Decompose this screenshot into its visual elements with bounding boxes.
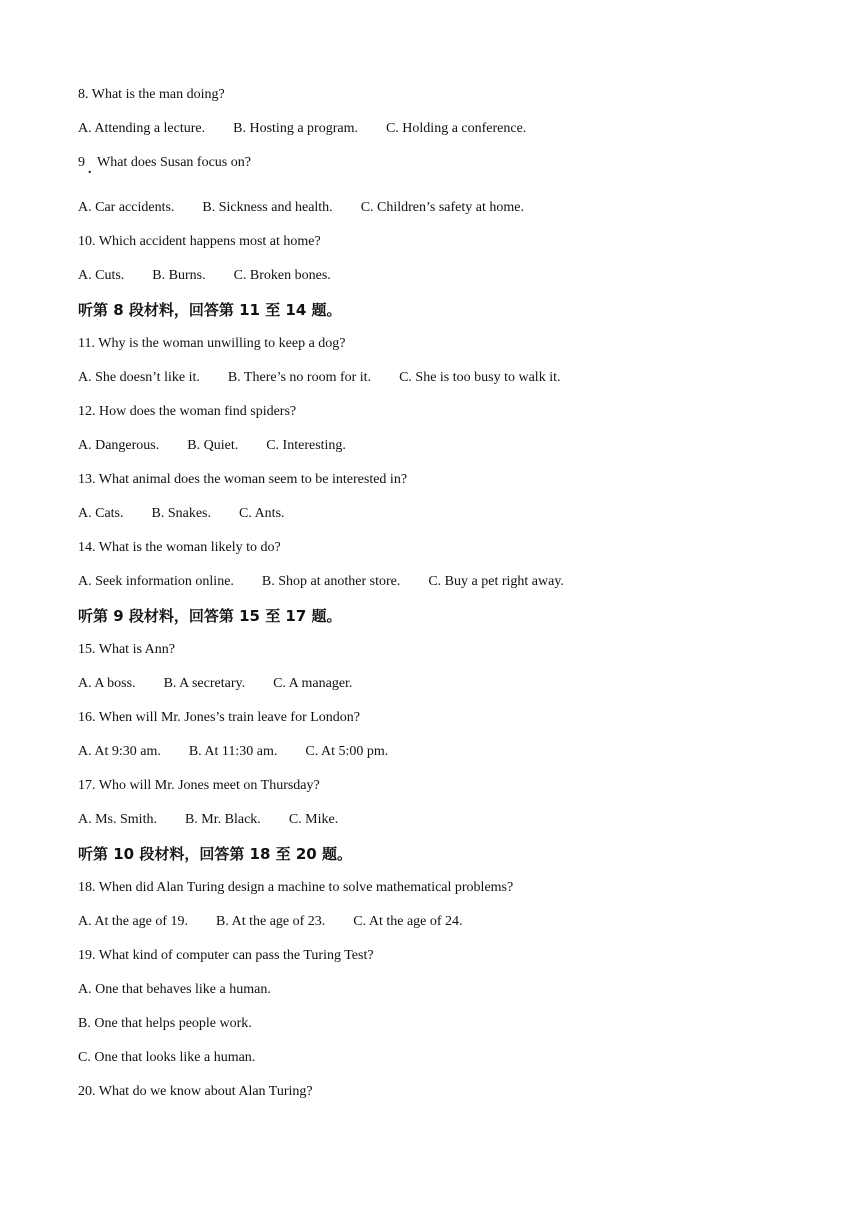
- question-10-options: [78, 266, 798, 286]
- option-a: A. Attending a lecture.: [78, 121, 206, 136]
- option-c: C. A manager.: [273, 676, 353, 691]
- section-heading-8: 听第 8 段材料，回答第 11 至 14 题。: [78, 301, 342, 319]
- question-15-options: [78, 674, 798, 694]
- question-15: 15. What is Ann?: [78, 642, 175, 657]
- question-9-options: [78, 198, 798, 218]
- section-heading-10: 听第 10 段材料，回答第 18 至 20 题。: [78, 845, 352, 863]
- option-c: C. She is too busy to walk it.: [399, 370, 561, 385]
- option-b: B. Shop at another store.: [261, 574, 401, 589]
- option-c: C. Children’s safety at home.: [360, 200, 524, 215]
- option-b: B. Sickness and health.: [202, 200, 333, 215]
- option-b: B. At the age of 23.: [216, 914, 326, 929]
- option-b: B. Hosting a program.: [233, 121, 358, 136]
- question-13: 13. What animal does the woman seem to be interested in?: [78, 472, 408, 487]
- option-a: A. Dangerous.: [78, 438, 160, 453]
- option-c: C. Buy a pet right away.: [428, 574, 564, 589]
- option-a: A. Cats.: [78, 506, 124, 521]
- option-c: C. Mike.: [288, 812, 339, 827]
- option-c: C. Broken bones.: [233, 268, 331, 283]
- question-12: 12. How does the woman find spiders?: [78, 404, 297, 419]
- option-a: A. Car accidents.: [78, 200, 175, 215]
- question-13-options: [78, 504, 798, 524]
- option-b: B. A secretary.: [163, 676, 246, 691]
- question-17-options: [78, 810, 798, 830]
- question-16-options: [78, 742, 798, 762]
- question-18: 18. When did Alan Turing design a machine to solve mathematical problems?: [78, 880, 514, 895]
- option-c: C. At the age of 24.: [353, 914, 463, 929]
- option-a: A. At the age of 19.: [78, 914, 189, 929]
- question-14-options: [78, 572, 798, 592]
- option-a: A. At 9:30 am.: [78, 744, 161, 759]
- option-b: B. Quiet.: [187, 438, 239, 453]
- question-8-options: [78, 119, 798, 139]
- question-20: 20. What do we know about Alan Turing?: [78, 1084, 313, 1099]
- question-19-option-b: B. One that helps people work.: [78, 1016, 252, 1031]
- option-c: C. Interesting.: [266, 438, 346, 453]
- question-10: 10. Which accident happens most at home?: [78, 234, 321, 249]
- question-19-option-c: C. One that looks like a human.: [78, 1050, 256, 1065]
- question-19-option-a: A. One that behaves like a human.: [78, 982, 271, 997]
- question-11: 11. Why is the woman unwilling to keep a dog?: [78, 336, 346, 351]
- option-c: C. Ants.: [239, 506, 285, 521]
- question-16: 16. When will Mr. Jones’s train leave for London?: [78, 710, 361, 725]
- question-9-dot: .: [88, 162, 92, 177]
- section-heading-9: 听第 9 段材料，回答第 15 至 17 题。: [78, 607, 342, 625]
- option-b: B. Snakes.: [151, 506, 211, 521]
- question-18-options: [78, 912, 798, 932]
- question-17: 17. Who will Mr. Jones meet on Thursday?: [78, 778, 320, 793]
- question-9-text: What does Susan focus on?: [97, 155, 251, 170]
- option-c: C. Holding a conference.: [385, 121, 527, 136]
- question-12-options: [78, 436, 798, 456]
- option-a: A. She doesn’t like it.: [78, 370, 200, 385]
- question-19: 19. What kind of computer can pass the Turing Test?: [78, 948, 374, 963]
- option-a: A. Ms. Smith.: [78, 812, 157, 827]
- question-11-options: [78, 368, 798, 388]
- question-9-number: 9: [78, 155, 85, 170]
- question-8: 8. What is the man doing?: [78, 87, 225, 102]
- exam-page: [78, 85, 798, 1116]
- option-b: B. Mr. Black.: [184, 812, 261, 827]
- option-b: B. Burns.: [152, 268, 206, 283]
- option-c: C. At 5:00 pm.: [305, 744, 389, 759]
- question-9: [78, 153, 798, 177]
- option-a: A. A boss.: [78, 676, 136, 691]
- option-a: A. Cuts.: [78, 268, 125, 283]
- question-14: 14. What is the woman likely to do?: [78, 540, 281, 555]
- option-a: A. Seek information online.: [78, 574, 234, 589]
- option-b: B. There’s no room for it.: [227, 370, 372, 385]
- option-b: B. At 11:30 am.: [188, 744, 278, 759]
